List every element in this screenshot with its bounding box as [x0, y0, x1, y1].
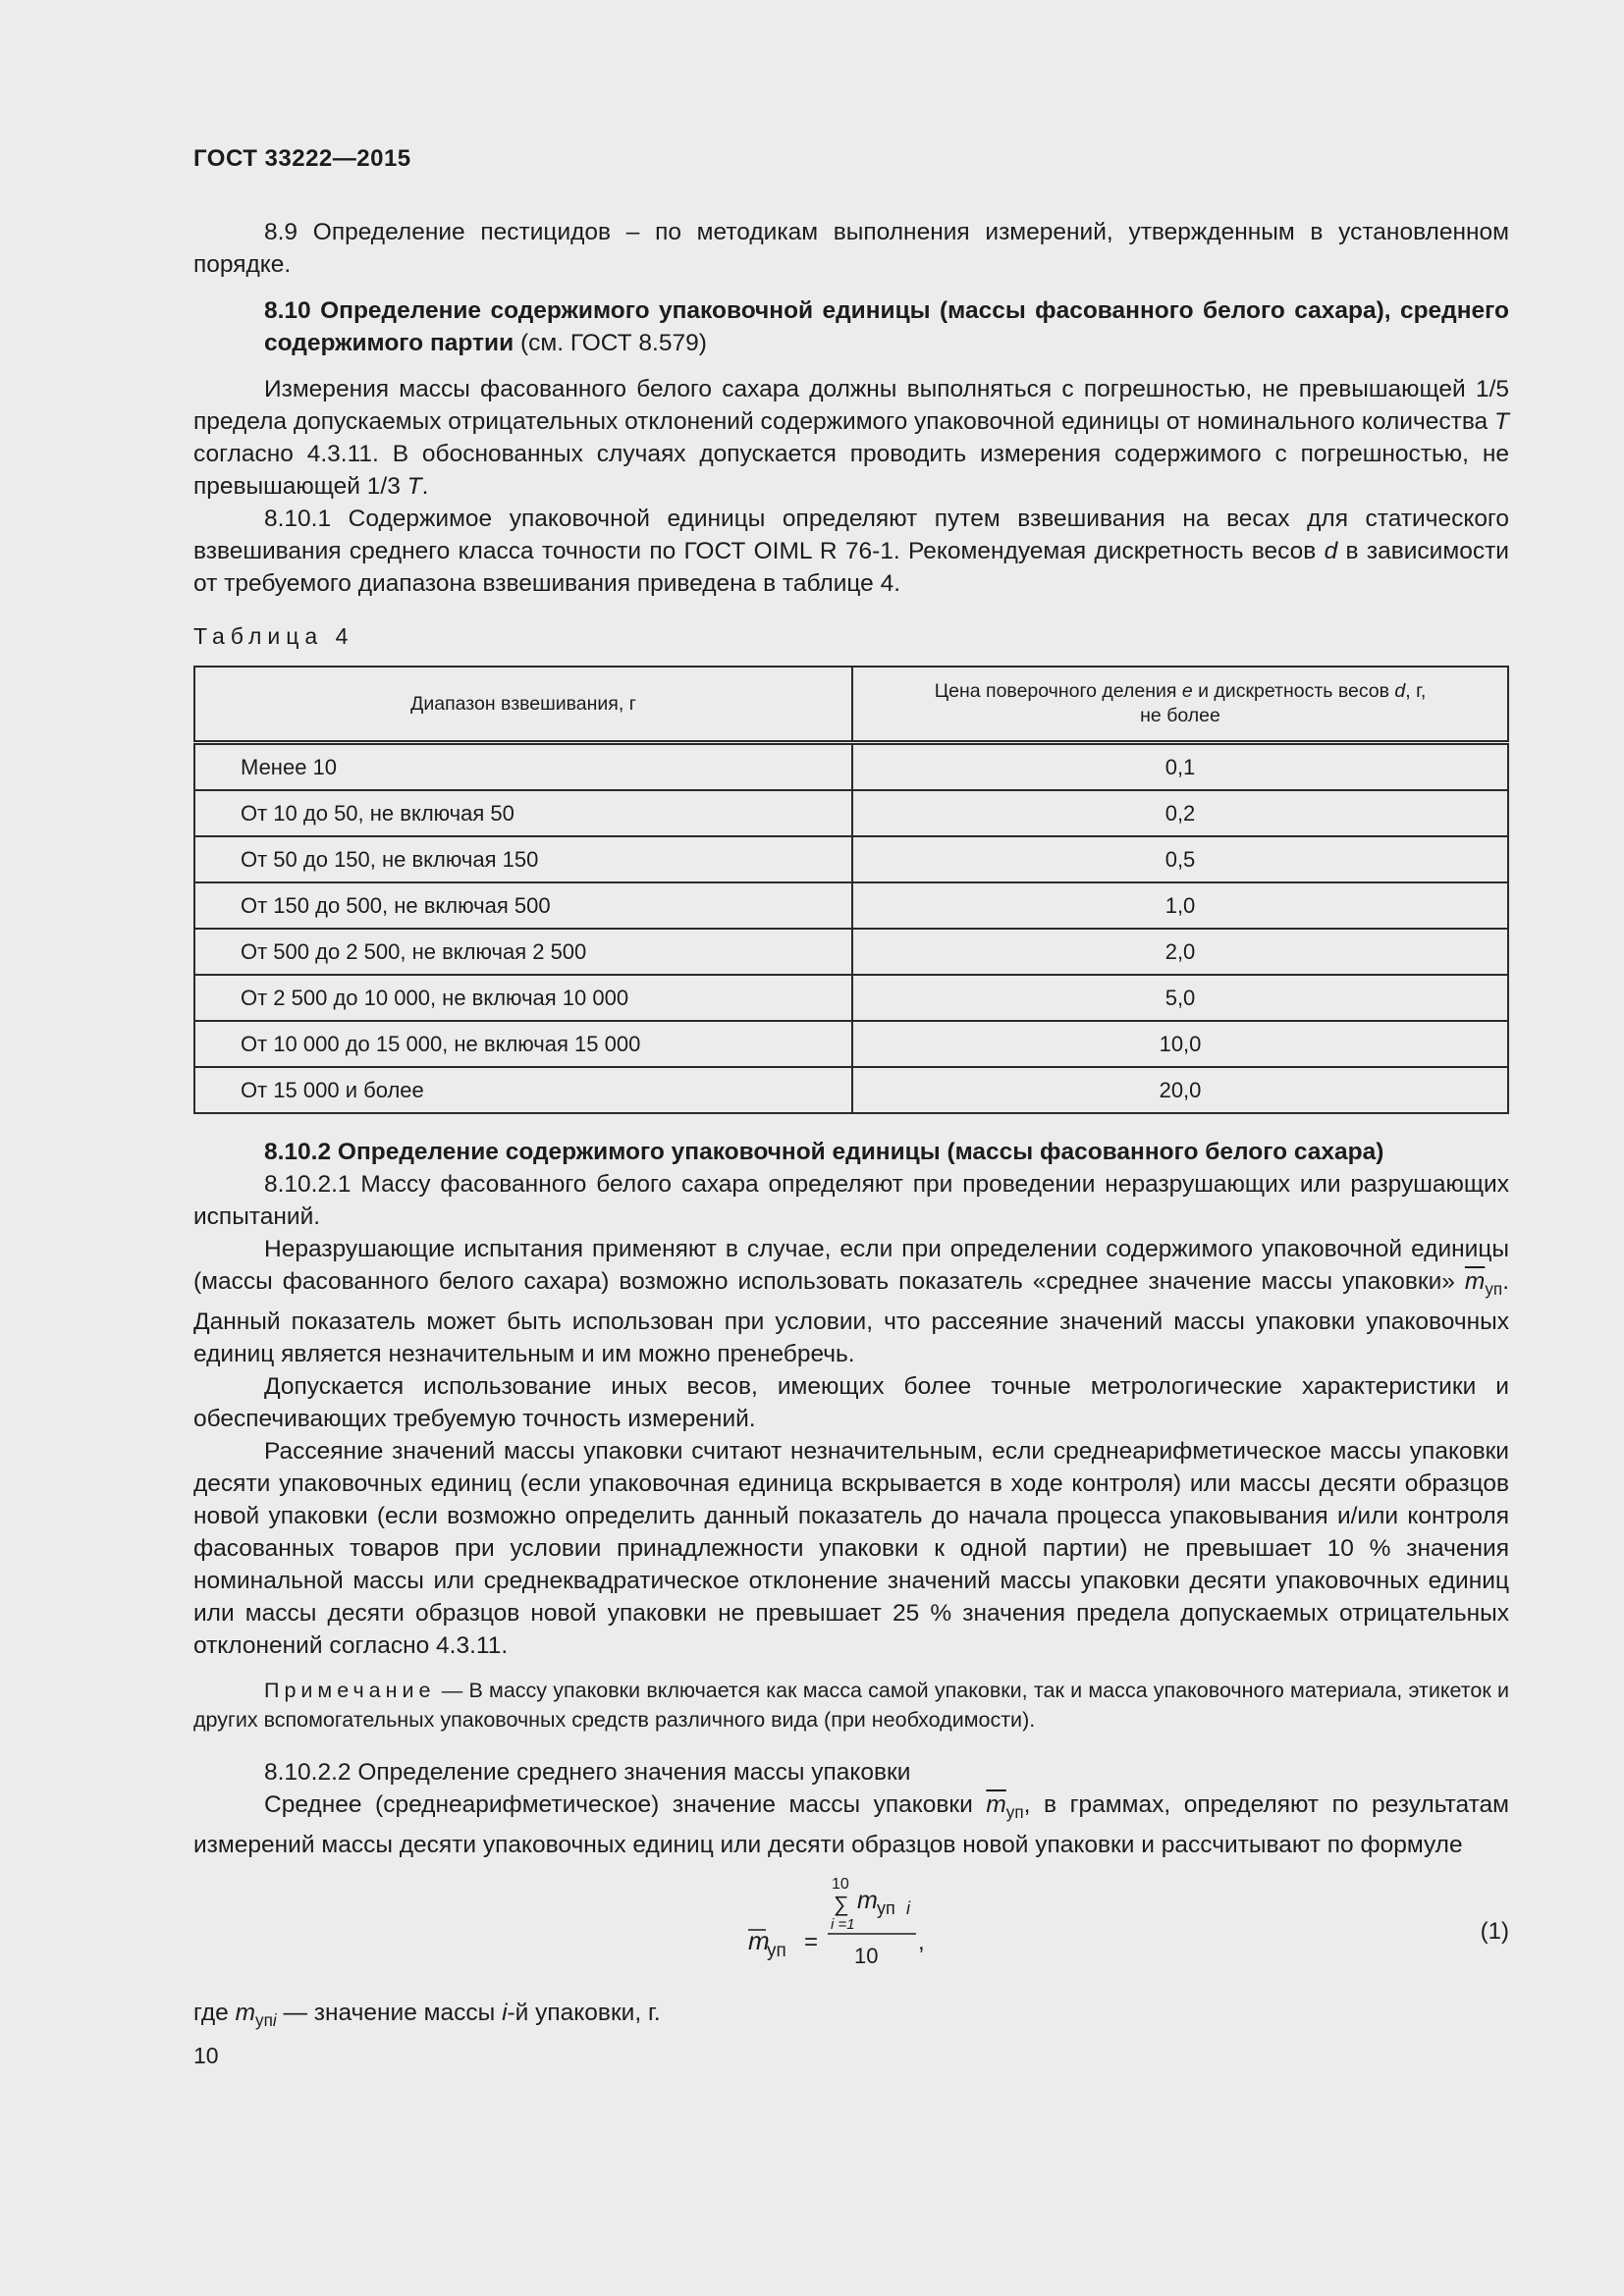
range-cell: От 50 до 150, не включая 150 — [194, 836, 852, 882]
symbol-e: e — [1181, 680, 1193, 702]
range-cell: От 10 000 до 15 000, не включая 15 000 — [194, 1021, 852, 1067]
paragraph-other-scales: Допускается использование иных весов, имеющих более точные метрологические характеристики и обеспечивающих требуемую точность измерений. — [193, 1372, 1509, 1432]
symbol-i: i — [272, 2009, 277, 2030]
value-cell: 0,1 — [852, 743, 1508, 791]
formula-number: (1) — [1480, 1917, 1509, 1945]
formula-eq: = — [804, 1928, 819, 1955]
formula-lower: i =1 — [831, 1915, 855, 1933]
paragraph-8-10-2-1: 8.10.2.1 Массу фасованного белого сахара определяют при проведении неразрушающих или разрушающих испытаний. — [193, 1171, 1509, 1230]
note-label: Примечание — [264, 1678, 436, 1702]
text-run: — значение массы — [276, 1999, 503, 2026]
formula-1 — [193, 1869, 1509, 1997]
value-cell: 2,0 — [852, 929, 1508, 975]
text-run: . Данный показатель может быть использован при условии, что рассеяние значений массы упаковки упаковочных единиц является незначительным и им можно пренебречь. — [193, 1268, 1509, 1367]
formula-svg — [193, 1869, 1509, 1997]
document-header: ГОСТ 33222—2015 — [193, 145, 411, 172]
paragraph-measurement — [193, 373, 1509, 503]
paragraph-nondestructive — [193, 1233, 1509, 1370]
symbol-i: i — [502, 1999, 508, 2026]
heading-8-10-bold: 8.10 Определение содержимого упаковочной единицы (массы фасованного белого сахара), среднего содержимого партии — [264, 297, 1509, 356]
table-row — [194, 790, 1508, 836]
heading-8-10 — [193, 294, 1509, 359]
value-cell: 20,0 — [852, 1067, 1508, 1113]
scale-table — [193, 666, 1509, 1114]
formula-upper: 10 — [832, 1875, 849, 1893]
text-run: , г, — [1405, 680, 1427, 702]
range-cell: От 2 500 до 10 000, не включая 10 000 — [194, 975, 852, 1021]
formula-term-sub: уп — [877, 1897, 895, 1918]
text-run: . — [421, 473, 429, 500]
formula-comma: , — [918, 1928, 925, 1955]
table-row — [194, 836, 1508, 882]
symbol-T: T — [406, 473, 422, 500]
range-cell: От 500 до 2 500, не включая 2 500 — [194, 929, 852, 975]
where-line — [193, 1997, 1509, 2037]
formula-lhs-sub: уп — [767, 1940, 786, 1961]
heading-8-10-2 — [193, 1136, 1509, 1168]
text-run: Цена поверочного деления — [934, 680, 1182, 702]
symbol-subscript: уп — [1005, 1801, 1024, 1822]
text-run: Измерения массы фасованного белого сахара должны выполняться с погрешностью, не превышающей 1/5 предела допускаемых отрицательных отклонений содержимого упаковочной единицы от номинального количества — [193, 376, 1509, 435]
table-header-row — [194, 667, 1508, 743]
table-row — [194, 975, 1508, 1021]
formula-term-m: m — [857, 1886, 878, 1914]
note-text: — В массу упаковки включается как масса самой упаковки, так и масса упаковочного материала, этикеток и других вспомогательных упаковочных средств различного вида (при необходимости). — [193, 1678, 1509, 1732]
paragraph-8-10-2-2: 8.10.2.2 Определение среднего значения массы упаковки — [264, 1758, 911, 1786]
value-cell: 0,5 — [852, 836, 1508, 882]
formula-term-i: i — [906, 1897, 910, 1918]
paragraph-8-9: 8.9 Определение пестицидов – по методикам выполнения измерений, утвержденным в установленном порядке. — [193, 219, 1509, 278]
text-run: , в граммах, определяют по результатам измерений массы десяти упаковочных единиц или десяти образцов новой упаковки и рассчитывают по формуле — [193, 1790, 1510, 1858]
table-caption: Таблица 4 — [193, 623, 354, 649]
table-row — [194, 1067, 1508, 1113]
formula-denominator: 10 — [854, 1943, 879, 1968]
paragraph-scatter: Рассеяние значений массы упаковки считают незначительным, если среднеарифметическое массы упаковки десяти упаковочных единиц (если упаковочная единица вскрывается в ходе контроля) или массы десяти образцов новой упаковки (если возможно определить данный показатель до начала процесса упаковывания и/или контроля фасованных товаров при условии принадлежности упаковки к одной партии) не превышает 10 % значения номинальной массы или среднеквадратическое отклонение значений массы упаковки десяти упаковочных единиц или массы десяти образцов новой упаковки не превышает 25 % значения предела допускаемых отрицательных отклонений согласно 4.3.11. — [193, 1437, 1509, 1659]
symbol-d: d — [1394, 680, 1406, 702]
value-cell: 5,0 — [852, 975, 1508, 1021]
heading-8-10-2-bold: 8.10.2 Определение содержимого упаковочной единицы (массы фасованного белого сахара) — [264, 1139, 1384, 1165]
table-row — [194, 1021, 1508, 1067]
value-cell: 1,0 — [852, 882, 1508, 929]
table-row — [194, 743, 1508, 791]
text-run: в зависимости от требуемого диапазона взвешивания приведена в таблице 4. — [193, 538, 1509, 597]
text-run: согласно 4.3.11. В обоснованных случаях допускается проводить измерения содержимого с погрешностью, не превышающей 1/3 — [193, 441, 1509, 500]
page-number: 10 — [193, 2042, 219, 2068]
table-header-division — [852, 667, 1508, 743]
symbol-subscript: уп — [1485, 1278, 1503, 1299]
text-run: -й упаковки, г. — [507, 1999, 661, 2026]
page-content — [193, 145, 1509, 2069]
paragraph-8-10-1 — [193, 503, 1509, 600]
table-header-range: Диапазон взвешивания, г — [194, 667, 852, 743]
text-run: где — [193, 1999, 236, 2026]
table-row — [194, 882, 1508, 929]
range-cell: От 150 до 500, не включая 500 — [194, 882, 852, 929]
text-run: Среднее (среднеарифметическое) значение массы упаковки — [264, 1790, 987, 1818]
note — [193, 1676, 1509, 1735]
text-run: не более — [1140, 705, 1220, 726]
paragraph-mean — [193, 1789, 1509, 1861]
formula-sum: ∑ — [834, 1891, 849, 1916]
text-run: 8.10.1 Содержимое упаковочной единицы определяют путем взвешивания на весах для статического взвешивания среднего класса точности по ГОСТ OIML R 76-1. Рекомендуемая дискретность весов — [193, 506, 1509, 564]
range-cell: Менее 10 — [194, 743, 852, 791]
text-run: и дискретность весов — [1192, 680, 1395, 702]
value-cell: 0,2 — [852, 790, 1508, 836]
range-cell: От 10 до 50, не включая 50 — [194, 790, 852, 836]
symbol-m-bar: $\overline{m}$ — [986, 1790, 1006, 1818]
heading-8-10-ref: (см. ГОСТ 8.579) — [514, 330, 707, 356]
symbol-m: m — [235, 1999, 255, 2026]
table-row — [194, 929, 1508, 975]
text-run: Неразрушающие испытания применяют в случае, если при определении содержимого упаковочной единицы (массы фасованного белого сахара) возможно использовать показатель «среднее значение массы упаковки» — [193, 1236, 1509, 1295]
symbol-T: T — [1494, 408, 1509, 435]
symbol-m-bar: $\overline{m}$ — [1464, 1268, 1486, 1295]
formula-lhs-m: m — [748, 1925, 770, 1955]
range-cell: От 15 000 и более — [194, 1067, 852, 1113]
symbol-d: d — [1324, 538, 1338, 564]
symbol-subscript: уп — [255, 2009, 273, 2030]
value-cell: 10,0 — [852, 1021, 1508, 1067]
